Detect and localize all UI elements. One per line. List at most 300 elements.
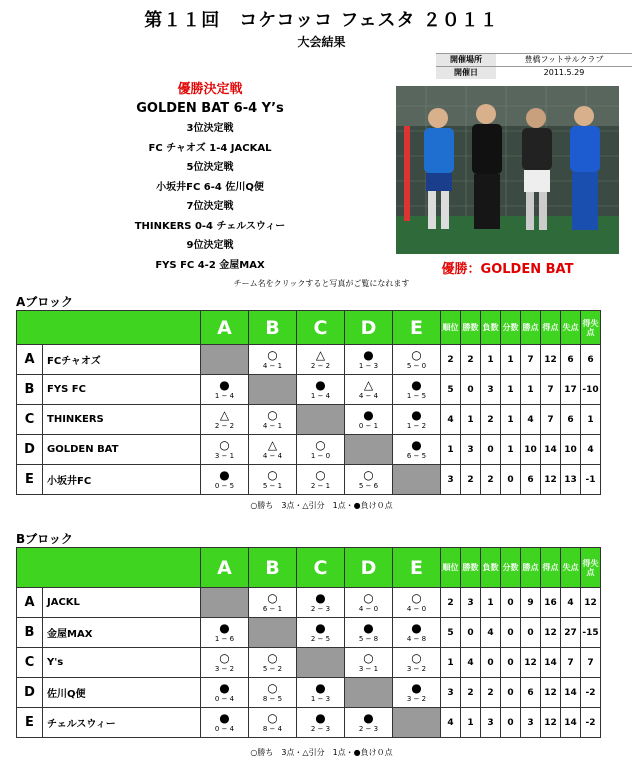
match-score: 1 − 2	[406, 422, 427, 430]
match-score: 6 − 5	[406, 452, 427, 460]
result-symbol: ○	[363, 651, 374, 665]
column-header-a: A	[201, 311, 249, 345]
match-score: 1 − 3	[358, 362, 379, 370]
match-cell	[345, 405, 393, 435]
match-score: 4 − 4	[358, 392, 379, 400]
self-match-cell	[201, 345, 249, 375]
match-score: 5 − 2	[262, 665, 283, 673]
match-cell	[345, 618, 393, 648]
result-symbol: ●	[411, 438, 422, 452]
match-cell	[201, 435, 249, 465]
match-score: 0 − 4	[214, 725, 235, 733]
row-letter: A	[17, 588, 43, 618]
match-score: 5 − 6	[358, 482, 379, 490]
column-header-d: D	[345, 548, 393, 588]
match-cell	[393, 678, 441, 708]
result-symbol: ●	[315, 591, 326, 605]
match-cell	[393, 648, 441, 678]
match-score: 1 − 6	[214, 635, 235, 643]
final-results	[60, 80, 360, 275]
result-symbol: △	[363, 378, 374, 392]
stat-value: 12	[541, 678, 561, 708]
result-symbol: ●	[315, 681, 326, 695]
stat-value: 1	[501, 405, 521, 435]
match-score: 0 − 4	[214, 695, 235, 703]
table-row	[17, 648, 601, 678]
stat-value: 4	[441, 708, 461, 738]
page-title: 第１１回 コケコッコ フェスタ ２０１１	[144, 10, 499, 31]
match-cell	[201, 375, 249, 405]
block-a-label: Aブロック	[16, 295, 74, 309]
team-name-link[interactable]: 金屋MAX	[43, 618, 201, 648]
stat-value: 2	[461, 465, 481, 495]
result-symbol: ○	[363, 468, 374, 482]
result-symbol: ○	[315, 468, 326, 482]
match-score: 4 − 1	[262, 362, 283, 370]
stat-header: 分数	[501, 548, 521, 588]
stat-value: 14	[541, 648, 561, 678]
result-symbol: ●	[363, 408, 374, 422]
event-info-table	[436, 53, 632, 79]
result-symbol: ○	[411, 651, 422, 665]
stat-value: 12	[541, 708, 561, 738]
match-score: 3 − 2	[406, 665, 427, 673]
self-match-cell	[393, 465, 441, 495]
stat-value: 6	[521, 678, 541, 708]
match-score: 8 − 5	[262, 695, 283, 703]
seventh-place-label: 7位決定戦	[186, 201, 234, 212]
stat-value: 2	[481, 465, 501, 495]
stat-value: 1	[441, 435, 461, 465]
stat-value: 9	[521, 588, 541, 618]
match-cell	[249, 405, 297, 435]
match-cell	[201, 405, 249, 435]
team-photo-image	[396, 86, 619, 254]
final-match-result: GOLDEN BAT 6-4 Y’s	[136, 101, 284, 116]
stat-header: 失点	[561, 311, 581, 345]
match-score: 2 − 2	[214, 422, 235, 430]
stat-value: 7	[541, 405, 561, 435]
stat-value: 7	[541, 375, 561, 405]
stat-value: 1	[581, 405, 601, 435]
winner-team-photo	[396, 86, 619, 254]
stat-value: 3	[441, 678, 461, 708]
match-cell	[249, 465, 297, 495]
stat-value: 1	[441, 648, 461, 678]
stat-value: 2	[461, 345, 481, 375]
result-symbol: ○	[363, 591, 374, 605]
match-score: 2 − 5	[310, 635, 331, 643]
row-letter: B	[17, 375, 43, 405]
stat-header: 勝数	[461, 548, 481, 588]
stat-value: 17	[561, 375, 581, 405]
result-symbol: ○	[219, 651, 230, 665]
stat-value: 3	[461, 435, 481, 465]
stat-value: 0	[501, 618, 521, 648]
page-subtitle: 大会結果	[297, 35, 346, 49]
stat-value: 0	[461, 375, 481, 405]
result-symbol: ●	[315, 711, 326, 725]
result-symbol: ○	[411, 348, 422, 362]
match-score: 3 − 2	[406, 695, 427, 703]
third-place-label: 3位決定戦	[186, 123, 234, 134]
stat-header: 勝点	[521, 548, 541, 588]
stat-header: 得失点	[581, 311, 601, 345]
stat-value: 4	[481, 618, 501, 648]
stat-value: 0	[501, 465, 521, 495]
self-match-cell	[345, 435, 393, 465]
stat-value: 3	[481, 375, 501, 405]
stat-value: 5	[441, 375, 461, 405]
stat-value: 2	[441, 345, 461, 375]
stat-value: 0	[501, 708, 521, 738]
date-label: 開催日	[436, 67, 496, 80]
table-header-row	[17, 311, 601, 345]
match-cell	[201, 465, 249, 495]
self-match-cell	[393, 708, 441, 738]
match-cell	[297, 345, 345, 375]
match-score: 3 − 1	[214, 452, 235, 460]
stat-header: 順位	[441, 548, 461, 588]
result-symbol: ○	[219, 438, 230, 452]
stat-value: -2	[581, 678, 601, 708]
column-header-e: E	[393, 311, 441, 345]
match-score: 2 − 1	[310, 482, 331, 490]
result-symbol: ●	[411, 408, 422, 422]
stat-value: 1	[481, 345, 501, 375]
stat-value: 0	[501, 588, 521, 618]
match-cell	[393, 588, 441, 618]
result-symbol: ●	[363, 348, 374, 362]
match-cell	[201, 678, 249, 708]
venue-label: 開催場所	[436, 54, 496, 67]
stat-value: 5	[441, 618, 461, 648]
stat-value: 14	[561, 708, 581, 738]
stat-value: 10	[561, 435, 581, 465]
stat-value: 1	[461, 405, 481, 435]
header-corner	[17, 548, 201, 588]
self-match-cell	[201, 588, 249, 618]
team-name-link[interactable]: FCチャオズ	[43, 345, 201, 375]
stat-header: 負数	[481, 311, 501, 345]
result-symbol: ●	[219, 468, 230, 482]
stat-value: 10	[521, 435, 541, 465]
result-symbol: ○	[267, 651, 278, 665]
match-cell	[297, 678, 345, 708]
result-symbol: ○	[267, 348, 278, 362]
match-cell	[345, 465, 393, 495]
match-score: 0 − 5	[214, 482, 235, 490]
block-b-label: Bブロック	[16, 532, 73, 546]
seventh-place-result: THINKERS 0-4 チェルスウィー	[134, 220, 286, 232]
stat-value: 0	[481, 648, 501, 678]
match-score: 2 − 3	[310, 605, 331, 613]
column-header-e: E	[393, 548, 441, 588]
row-letter: B	[17, 618, 43, 648]
table-row	[17, 345, 601, 375]
final-match-label: 優勝決定戦	[177, 82, 243, 97]
match-cell	[297, 588, 345, 618]
match-score: 4 − 0	[406, 605, 427, 613]
stat-value: 1	[501, 375, 521, 405]
stat-value: 16	[541, 588, 561, 618]
match-score: 1 − 3	[310, 695, 331, 703]
result-symbol: ●	[219, 681, 230, 695]
stat-value: 12	[541, 465, 561, 495]
match-score: 5 − 8	[358, 635, 379, 643]
self-match-cell	[297, 405, 345, 435]
result-symbol: ●	[219, 621, 230, 635]
match-cell	[393, 375, 441, 405]
row-letter: C	[17, 405, 43, 435]
stat-value: 1	[481, 588, 501, 618]
stat-value: 0	[481, 435, 501, 465]
stat-header: 得失点	[581, 548, 601, 588]
result-symbol: ●	[363, 621, 374, 635]
column-header-b: B	[249, 548, 297, 588]
match-score: 4 − 1	[262, 422, 283, 430]
stat-header: 失点	[561, 548, 581, 588]
stat-value: 0	[501, 678, 521, 708]
team-name-link[interactable]: THINKERS	[43, 405, 201, 435]
result-symbol: ●	[411, 621, 422, 635]
stat-value: 3	[461, 588, 481, 618]
team-name-link[interactable]: 小坂井FC	[43, 465, 201, 495]
stat-value: 3	[441, 465, 461, 495]
stat-value: 2	[481, 678, 501, 708]
stat-value: 3	[521, 708, 541, 738]
block-a-legend: ○勝ち 3点・△引分 1点・●負け０点	[250, 501, 393, 510]
click-note: チーム名をクリックすると写真がご覧になれます	[233, 279, 410, 288]
third-place-result: FC チャオズ 1-4 JACKAL	[148, 142, 272, 154]
match-score: 4 − 8	[406, 635, 427, 643]
stat-header: 分数	[501, 311, 521, 345]
result-symbol: ●	[411, 378, 422, 392]
event-info-row	[436, 54, 632, 67]
stat-value: 0	[461, 618, 481, 648]
column-header-b: B	[249, 311, 297, 345]
stat-value: 27	[561, 618, 581, 648]
row-letter: D	[17, 678, 43, 708]
result-symbol: ●	[411, 681, 422, 695]
match-cell	[345, 345, 393, 375]
stat-value: 4	[441, 405, 461, 435]
match-score: 6 − 1	[262, 605, 283, 613]
team-name-link[interactable]: JACKL	[43, 588, 201, 618]
match-cell	[345, 375, 393, 405]
team-name-link[interactable]: FYS FC	[43, 375, 201, 405]
stat-value: 12	[541, 345, 561, 375]
match-score: 1 − 4	[310, 392, 331, 400]
stat-value: 2	[481, 405, 501, 435]
result-symbol: △	[315, 348, 326, 362]
date-value: 2011.5.29	[496, 67, 632, 80]
match-score: 2 − 3	[310, 725, 331, 733]
team-name-link[interactable]: 佐川Q便	[43, 678, 201, 708]
stat-value: 13	[561, 465, 581, 495]
stat-value: -15	[581, 618, 601, 648]
stat-value: 1	[501, 435, 521, 465]
row-letter: A	[17, 345, 43, 375]
row-letter: D	[17, 435, 43, 465]
stat-value: 14	[561, 678, 581, 708]
match-cell	[249, 345, 297, 375]
self-match-cell	[297, 648, 345, 678]
match-score: 0 − 1	[358, 422, 379, 430]
column-header-c: C	[297, 311, 345, 345]
match-cell	[345, 648, 393, 678]
row-letter: C	[17, 648, 43, 678]
result-symbol: ○	[267, 681, 278, 695]
block-b-table	[16, 547, 601, 738]
ninth-place-result: FYS FC 4-2 金屋MAX	[155, 259, 265, 271]
match-score: 4 − 0	[358, 605, 379, 613]
match-cell	[297, 708, 345, 738]
match-cell	[297, 435, 345, 465]
table-row	[17, 618, 601, 648]
stat-value: 1	[521, 375, 541, 405]
stat-value: 14	[541, 435, 561, 465]
table-row	[17, 465, 601, 495]
ninth-place-label: 9位決定戦	[186, 240, 234, 251]
match-cell	[249, 648, 297, 678]
match-score: 1 − 5	[406, 392, 427, 400]
match-cell	[249, 435, 297, 465]
column-header-c: C	[297, 548, 345, 588]
stat-value: -1	[581, 465, 601, 495]
match-cell	[393, 618, 441, 648]
result-symbol: ○	[267, 591, 278, 605]
match-cell	[201, 618, 249, 648]
result-symbol: ●	[315, 621, 326, 635]
table-row	[17, 375, 601, 405]
column-header-a: A	[201, 548, 249, 588]
stat-value: 0	[501, 648, 521, 678]
stat-value: 7	[581, 648, 601, 678]
stat-value: 4	[521, 405, 541, 435]
match-score: 3 − 2	[214, 665, 235, 673]
match-cell	[201, 648, 249, 678]
photo-caption: 優勝：GOLDEN BAT	[441, 262, 574, 277]
match-cell	[393, 435, 441, 465]
match-cell	[201, 708, 249, 738]
stat-header: 順位	[441, 311, 461, 345]
stat-value: 6	[581, 345, 601, 375]
match-score: 3 − 1	[358, 665, 379, 673]
match-cell	[393, 345, 441, 375]
stat-value: 1	[501, 345, 521, 375]
result-symbol: △	[267, 438, 278, 452]
match-score: 2 − 2	[310, 362, 331, 370]
table-row	[17, 588, 601, 618]
stat-value: 4	[581, 435, 601, 465]
venue-value: 豊橋フットサルクラブ	[496, 54, 632, 67]
match-cell	[297, 618, 345, 648]
column-header-d: D	[345, 311, 393, 345]
fifth-place-label: 5位決定戦	[186, 162, 234, 173]
result-symbol: ○	[411, 591, 422, 605]
stat-value: -2	[581, 708, 601, 738]
match-cell	[297, 465, 345, 495]
match-cell	[297, 375, 345, 405]
stat-value: 12	[521, 648, 541, 678]
result-symbol: ●	[219, 378, 230, 392]
stat-value: 1	[461, 708, 481, 738]
stat-value: 7	[521, 345, 541, 375]
result-symbol: ○	[315, 438, 326, 452]
team-name-link[interactable]: Y's	[43, 648, 201, 678]
stat-header: 負数	[481, 548, 501, 588]
result-symbol: ○	[267, 711, 278, 725]
stat-value: 12	[541, 618, 561, 648]
result-symbol: ○	[267, 408, 278, 422]
stat-value: 12	[581, 588, 601, 618]
self-match-cell	[249, 375, 297, 405]
table-row	[17, 435, 601, 465]
block-b-legend: ○勝ち 3点・△引分 1点・●負け０点	[250, 748, 393, 757]
match-score: 8 − 4	[262, 725, 283, 733]
table-row	[17, 708, 601, 738]
match-cell	[249, 588, 297, 618]
stat-value: 6	[521, 465, 541, 495]
match-score: 5 − 0	[406, 362, 427, 370]
result-symbol: ●	[219, 711, 230, 725]
result-symbol: ●	[363, 711, 374, 725]
self-match-cell	[249, 618, 297, 648]
stat-header: 勝点	[521, 311, 541, 345]
result-symbol: △	[219, 408, 230, 422]
table-row	[17, 405, 601, 435]
match-score: 4 − 4	[262, 452, 283, 460]
result-symbol: ○	[267, 468, 278, 482]
fifth-place-result: 小坂井FC 6-4 佐川Q便	[156, 181, 264, 193]
row-letter: E	[17, 708, 43, 738]
stat-header: 勝数	[461, 311, 481, 345]
stat-value: 2	[441, 588, 461, 618]
match-cell	[345, 708, 393, 738]
stat-value: 7	[561, 648, 581, 678]
stat-header: 得点	[541, 311, 561, 345]
team-name-link[interactable]: GOLDEN BAT	[43, 435, 201, 465]
stat-value: 2	[461, 678, 481, 708]
match-score: 1 − 0	[310, 452, 331, 460]
row-letter: E	[17, 465, 43, 495]
match-cell	[249, 678, 297, 708]
stat-value: 6	[561, 405, 581, 435]
stat-header: 得点	[541, 548, 561, 588]
stat-value: 6	[561, 345, 581, 375]
match-cell	[249, 708, 297, 738]
header-corner	[17, 311, 201, 345]
result-symbol: ●	[315, 378, 326, 392]
event-info-row	[436, 67, 632, 80]
match-score: 2 − 3	[358, 725, 379, 733]
stat-value: 3	[481, 708, 501, 738]
self-match-cell	[345, 678, 393, 708]
table-header-row	[17, 548, 601, 588]
match-score: 5 − 1	[262, 482, 283, 490]
match-cell	[345, 588, 393, 618]
stat-value: 4	[561, 588, 581, 618]
table-row	[17, 678, 601, 708]
match-cell	[393, 405, 441, 435]
team-name-link[interactable]: チェルスウィー	[43, 708, 201, 738]
stat-value: -10	[581, 375, 601, 405]
block-a-table	[16, 310, 601, 495]
stat-value: 0	[521, 618, 541, 648]
stat-value: 4	[461, 648, 481, 678]
match-score: 1 − 4	[214, 392, 235, 400]
